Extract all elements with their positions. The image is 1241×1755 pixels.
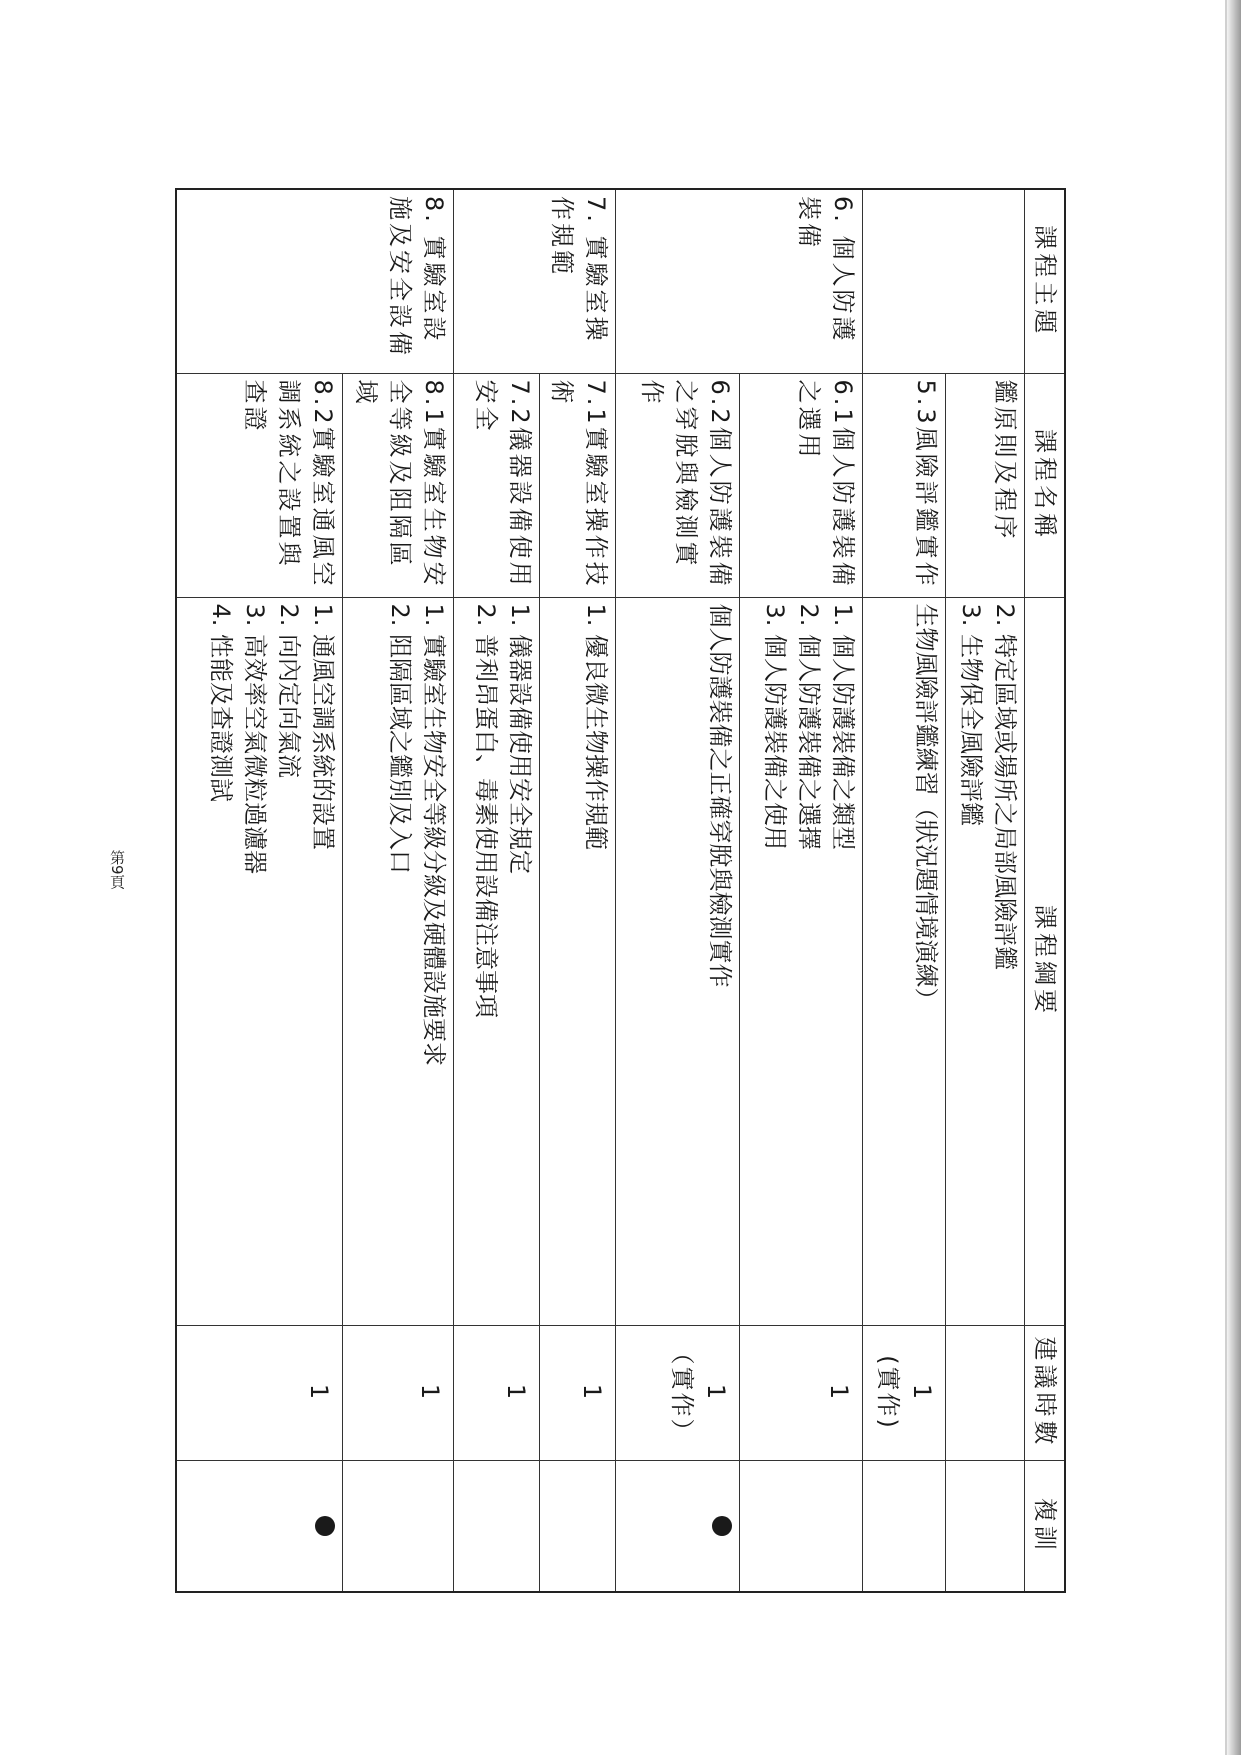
topic-cell <box>863 189 1025 373</box>
table-row <box>539 189 615 1592</box>
hours-cell <box>740 1325 863 1460</box>
hours-value: 1 <box>577 1383 606 1402</box>
outline-item: 個人防護裝備之正確穿脫與檢測實作 <box>706 603 735 988</box>
hours-cell <box>343 1325 454 1460</box>
retraining-dot-icon <box>712 1516 732 1536</box>
outline-item: 生物風險評鑑練習（狀況題情境演練） <box>912 603 941 1012</box>
table-row <box>946 189 1025 1592</box>
hours-cell <box>539 1325 615 1460</box>
course-name: 鑑原則及程序 <box>991 379 1020 542</box>
course-name: 6.2個人防護裝備之穿脫與檢測實作 <box>638 379 735 589</box>
table-row <box>740 189 863 1592</box>
outline-cell <box>740 597 863 1325</box>
course-name: 6.1個人防護裝備之選用 <box>795 379 858 589</box>
hours-value: 1 <box>305 1383 334 1402</box>
outline-item: 1. 實驗室生物安全等級分級及硬體設施要求 <box>420 603 449 1067</box>
header-outline: 課程綱要 <box>1025 597 1065 1325</box>
topic-text: 8. 實驗室設施及安全設備 <box>386 196 449 358</box>
outline-item: 3. 個人防護裝備之使用 <box>761 603 790 851</box>
hours-cell <box>176 1325 343 1460</box>
outline-item: 2. 向內定向氣流 <box>275 603 304 779</box>
topic-text: 6. 個人防護裝備 <box>795 196 858 344</box>
course-name: 7.2儀器設備使用安全 <box>471 379 534 589</box>
course-name: 5.3風險評鑑實作 <box>912 379 941 589</box>
name-cell <box>343 373 454 597</box>
hours-note: （實作） <box>668 1340 697 1445</box>
course-name: 8.1實驗室生物安全等級及阻隔區域 <box>352 379 449 589</box>
outline-cell <box>176 597 343 1325</box>
hours-value: 1 <box>702 1383 731 1402</box>
name-cell <box>615 373 740 597</box>
outline-cell <box>615 597 740 1325</box>
hours-cell <box>946 1325 1025 1460</box>
table-row <box>343 189 454 1592</box>
outline-item: 2. 普利昂蛋白、毒素使用設備注意事項 <box>471 603 500 1019</box>
course-table <box>175 188 1066 1593</box>
outline-cell <box>454 597 539 1325</box>
outline-item: 3. 高效率空氣微粒過濾器 <box>241 603 270 875</box>
hours-value: 1 <box>501 1383 530 1402</box>
retraining-cell <box>740 1460 863 1592</box>
header-topic: 課程主題 <box>1025 189 1065 373</box>
hours-cell <box>454 1325 539 1460</box>
outline-item: 1. 個人防護裝備之類型 <box>829 603 858 851</box>
outline-item: 2. 個人防護裝備之選擇 <box>795 603 824 851</box>
hours-cell <box>615 1325 740 1460</box>
outline-cell <box>946 597 1025 1325</box>
name-cell <box>454 373 539 597</box>
name-cell <box>539 373 615 597</box>
outline-item: 1. 儀器設備使用安全規定 <box>505 603 534 875</box>
outline-item: 1. 優良微生物操作規範 <box>581 603 610 851</box>
outline-item: 2. 特定區域或場所之局部風險評鑑 <box>991 603 1020 971</box>
table-row <box>863 189 946 1592</box>
topic-cell <box>454 189 615 373</box>
scan-edge-shadow <box>1227 0 1241 1755</box>
hours-value: 1 <box>908 1383 937 1402</box>
rotated-table-container <box>175 188 1066 1591</box>
retraining-cell <box>343 1460 454 1592</box>
hours-value: 1 <box>416 1383 445 1402</box>
table-row <box>454 189 539 1592</box>
header-hours: 建議時數 <box>1025 1325 1065 1460</box>
retraining-cell <box>176 1460 343 1592</box>
outline-cell <box>343 597 454 1325</box>
header-row <box>1025 189 1065 1592</box>
retraining-cell <box>946 1460 1025 1592</box>
hours-value: 1 <box>825 1383 854 1402</box>
retraining-dot-icon <box>315 1516 335 1536</box>
retraining-cell <box>863 1460 946 1592</box>
name-cell <box>176 373 343 597</box>
outline-cell <box>863 597 946 1325</box>
table-row <box>176 189 343 1592</box>
header-name: 課程名稱 <box>1025 373 1065 597</box>
retraining-cell <box>454 1460 539 1592</box>
outline-item: 3. 生物保全風險評鑑 <box>957 603 986 827</box>
retraining-cell <box>615 1460 740 1592</box>
topic-text: 7. 實驗室操作規範 <box>547 196 610 344</box>
header-retraining: 複訓 <box>1025 1460 1065 1592</box>
name-cell <box>863 373 946 597</box>
retraining-cell <box>539 1460 615 1592</box>
page-number: 第9頁 <box>108 850 126 890</box>
name-cell <box>740 373 863 597</box>
hours-note: (實作) <box>874 1355 903 1430</box>
topic-cell <box>615 189 863 373</box>
course-name: 8.2實驗室通風空調系統之設置與查證 <box>241 379 338 589</box>
table-row <box>615 189 740 1592</box>
name-cell <box>946 373 1025 597</box>
outline-item: 1. 通風空調系統的設置 <box>309 603 338 851</box>
course-name: 7.1實驗室操作技術 <box>547 379 610 589</box>
outline-item: 4. 性能及查證測試 <box>207 603 236 803</box>
outline-item: 2. 阻隔區域之鑑別及入口 <box>386 603 415 875</box>
hours-cell <box>863 1325 946 1460</box>
topic-cell <box>176 189 454 373</box>
outline-cell <box>539 597 615 1325</box>
